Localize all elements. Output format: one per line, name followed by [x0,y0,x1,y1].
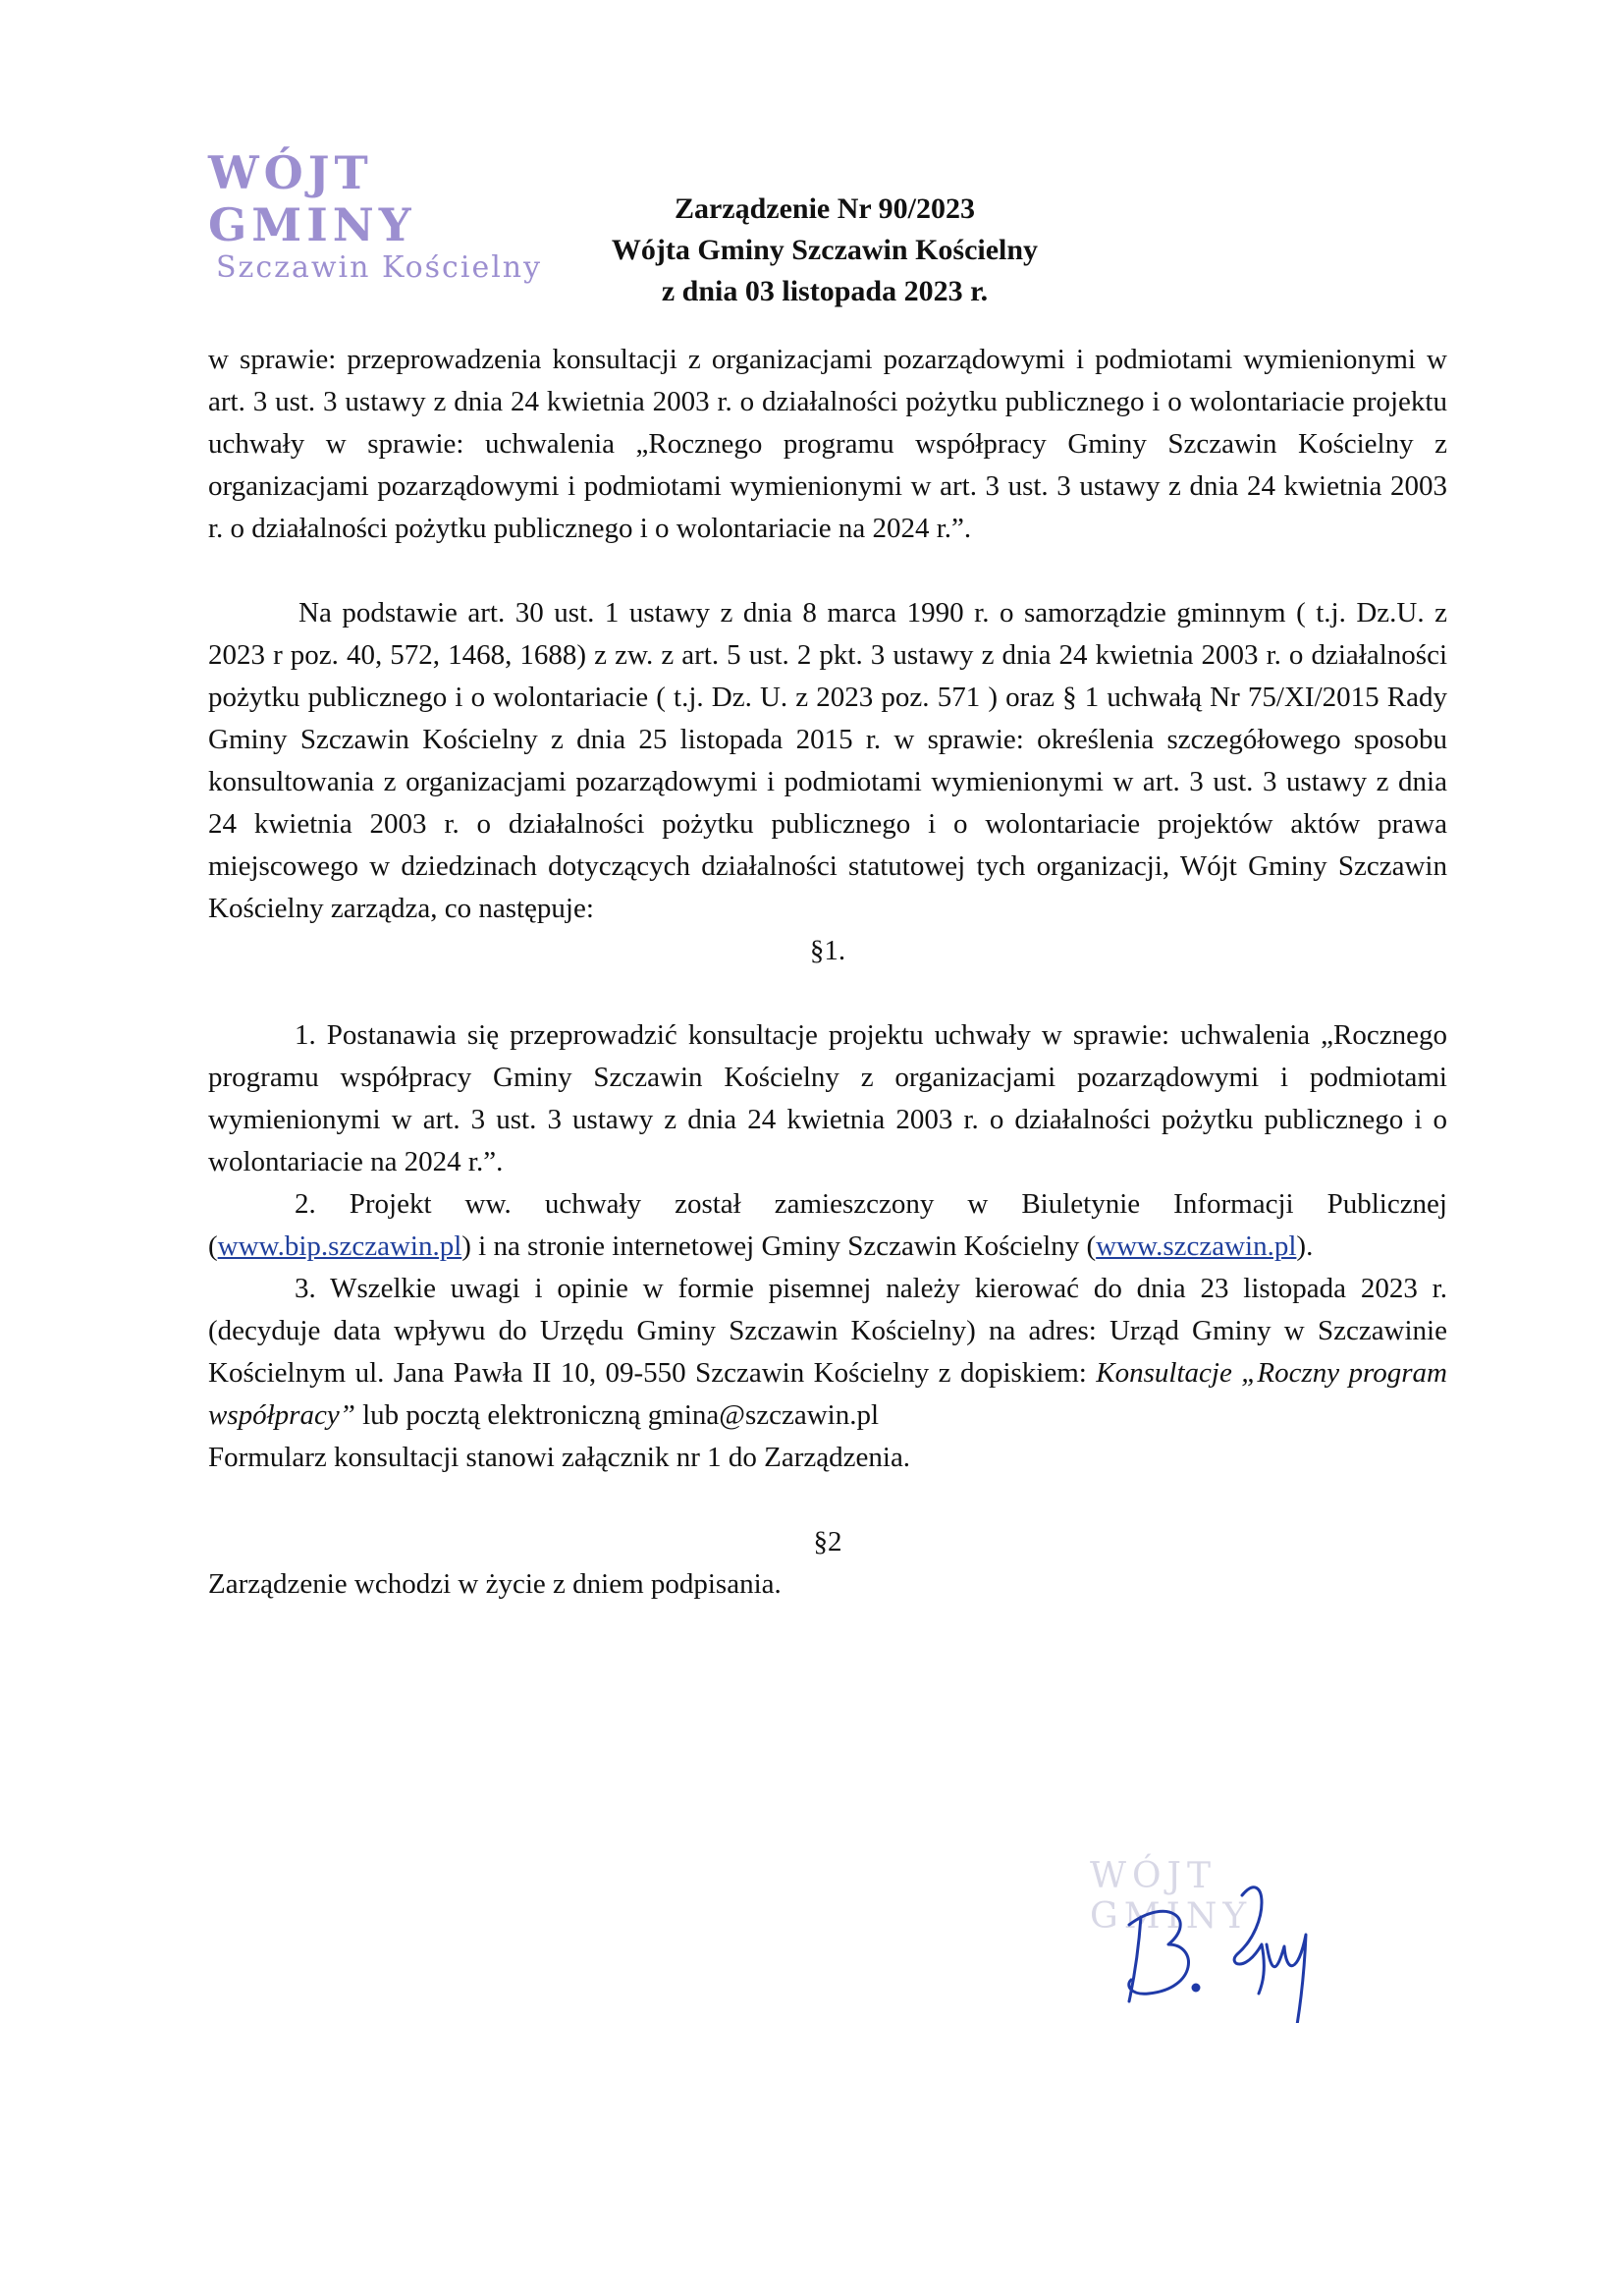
document-number: Zarządzenie Nr 90/2023 [674,192,976,225]
signature-stroke-3 [1234,1887,1264,1994]
document-date: z dnia 03 listopada 2023 r. [661,275,989,307]
stamp-line-2: Szczawin Kościelny [216,249,543,285]
handwritten-signature [1070,1827,1384,2023]
section-1-item-1: 1. Postanawia się przeprowadzić konsultacje projektu uchwały w sprawie: uchwalenia „Rocznego programu współpracy Gminy Szczawin Kościelny z organizacjami pozarządowymi i podmiotami wymienionymi w art. 3 ust. 3 ustawy z dnia 24 kwietnia 2003 r. o działalności pożytku publicznego i o wolontariacie na 2024 r.”. [208,1019,1447,1177]
section-1-item-3 [208,1268,1447,1437]
legal-basis-paragraph: Na podstawie art. 30 ust. 1 ustawy z dnia 8 marca 1990 r. o samorządzie gminnym ( t.j. Dz.U. z 2023 r poz. 40, 572, 1468, 1688) z zw. z art. 5 ust. 2 pkt. 3 ustawy z dnia 24 kwietnia 2003 r. o działalności pożytku publicznego i o wolontariacie ( t.j. Dz. U. z 2023 poz. 571 ) oraz § 1 uchwałą Nr 75/XI/2015 Rady Gminy Szczawin Kościelny z dnia 25 listopada 2015 r. w sprawie: określenia szczegółowego sposobu konsultowania z organizacjami pozarządowymi i podmiotami wymienionymi w art. 3 ust. 3 ustawy z dnia 24 kwietnia 2003 r. o działalności pożytku publicznego i o wolontariacie projektów aktów prawa miejscowego w dziedzinach dotyczących działalności statutowej tych organizacji, Wójt Gminy Szczawin Kościelny zarządza, co następuje: [208,597,1447,924]
item-3-text-end: lub pocztą elektroniczną gmina@szczawin.pl [354,1399,880,1431]
item-3-text-start: 3. Wszelkie uwagi i opinie w formie pisemnej należy kierować do dnia 23 listopada 2023 r. (decyduje data wpływu do Urzędu Gminy Szczawin Kościelny) na adres: Urząd Gminy w Szczawinie Kościelnym ul. Jana Pawła II 10, 09-550 Szczawin Kościelny z dopiskiem: [208,1273,1447,1389]
bip-link[interactable]: www.bip.szczawin.pl [217,1230,462,1262]
section-1-item-2 [208,1183,1447,1268]
signature-stamp-watermark: WÓJT GMINY [1090,1856,1253,1937]
document-header [550,189,1100,312]
attachment-note: Formularz konsultacji stanowi załącznik nr 1 do Zarządzenia. [208,1442,911,1473]
section-2-text: Zarządzenie wchodzi w życie z dniem podpisania. [208,1568,782,1600]
section-2-title: §2 [813,1526,842,1558]
document-issuer: Wójta Gminy Szczawin Kościelny [611,234,1039,266]
stamp-line-1: WÓJT GMINY [208,146,416,251]
item-2-text-end: ). [1296,1230,1314,1262]
section-1-title: §1. [809,935,846,966]
website-link[interactable]: www.szczawin.pl [1096,1230,1297,1262]
subject-paragraph: w sprawie: przeprowadzenia konsultacji z organizacjami pozarządowymi i podmiotami wymienionymi w art. 3 ust. 3 ustawy z dnia 24 kwietnia 2003 r. o działalności pożytku publicznego i o wolontariacie projektu uchwały w sprawie: uchwalenia „Rocznego programu współpracy Gminy Szczawin Kościelny z organizacjami pozarządowymi i podmiotami wymienionymi w art. 3 ust. 3 ustawy z dnia 24 kwietnia 2003 r. o działalności pożytku publicznego i o wolontariacie na 2024 r.”. [208,344,1447,544]
item-3-remark: Konsultacje „Roczny program współpracy” [208,1357,1447,1431]
item-2-text-start: 2. Projekt ww. uchwały został zamieszczony w Biuletynie Informacji Publicznej ( [208,1188,1447,1262]
signature-block [1070,1827,1384,2023]
document-body [208,339,1447,1606]
item-2-text-middle: ) i na stronie internetowej Gminy Szczawin Kościelny ( [461,1230,1097,1262]
signature-dot [1193,1985,1199,1991]
official-stamp [208,147,562,285]
signature-stroke-4 [1267,1935,1306,2023]
